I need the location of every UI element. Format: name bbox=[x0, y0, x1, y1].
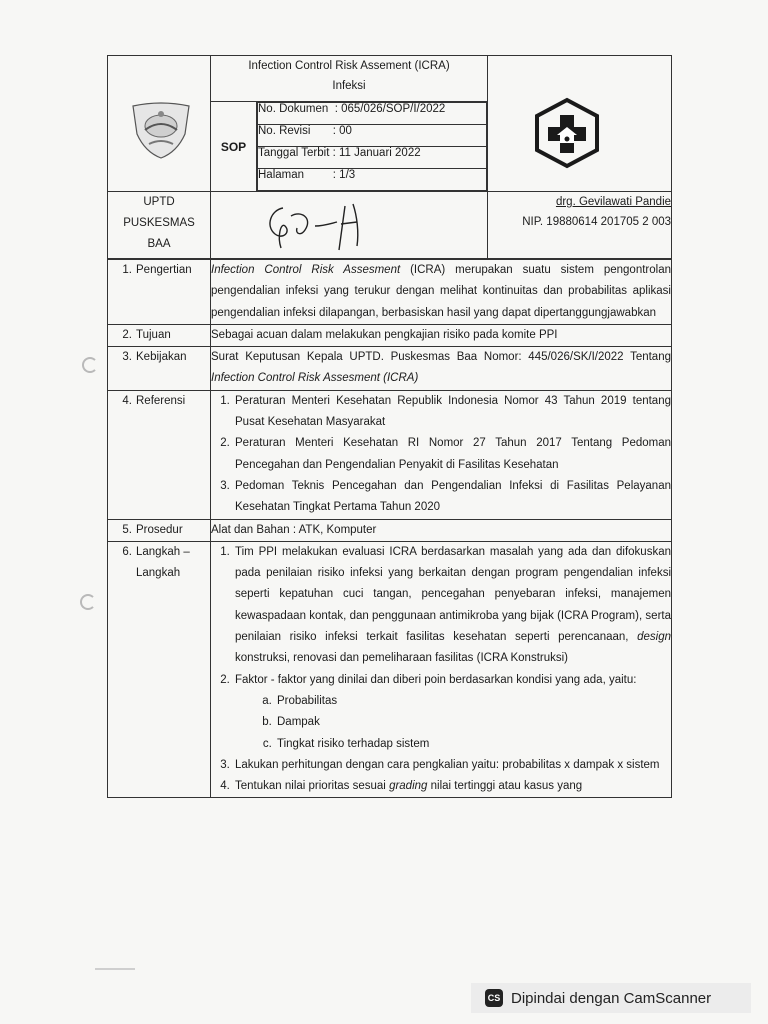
label-tujuan: Tujuan bbox=[136, 328, 171, 341]
row-pengertian: 1. Pengertian Infection Control Risk Assesment (ICRA) merupakan suatu sistem pengontrolan pengendalian infeksi yang terukur dengan melihat kontinuitas dan probabilitas aplikasi pengendalian infeksi dilapangan, berbasiskan hasil yang dapat dipertanggungjawabkan bbox=[108, 260, 672, 325]
sop-content-table bbox=[107, 259, 672, 798]
signature-cell bbox=[211, 192, 488, 259]
row-prosedur: 5. Prosedur Alat dan Bahan : ATK, Komputer bbox=[108, 519, 672, 541]
label-pengertian: Pengertian bbox=[136, 264, 192, 276]
row-referensi: 4. Referensi 1. Peraturan Menteri Kesehatan Republik Indonesia Nomor 43 Tahun 2019 tentang Pusat Kesehatan Masyarakat 2. Peraturan Menteri Kesehatan RI Nomor 27 Tahun 2017 Tentang Pedoman Pencegahan dan Pengendalian Penyakit di Fasilitas Kesehatan 3. Pedoman Teknis Pencegahan dan Pengendalian Infeksi di Fasilitas Pelayanan Kesehatan Tingkat Pertama Tahun 2020 bbox=[108, 390, 672, 519]
doc-number: No. Dokumen : 065/026/SOP/I/2022 bbox=[258, 103, 487, 125]
kebijakan-text: Surat Keputusan Kepala UPTD. Puskesmas Baa Nomor: 445/026/SK/I/2022 Tentang bbox=[211, 351, 671, 364]
signatory bbox=[488, 192, 672, 259]
title-line-1: Infection Control Risk Assement (ICRA) bbox=[248, 60, 450, 72]
reference-item: 1. Peraturan Menteri Kesehatan Republik Indonesia Nomor 43 Tahun 2019 tentang Pusat Kesehatan Masyarakat bbox=[233, 391, 671, 434]
paper-edge bbox=[95, 968, 135, 970]
revision-number: No. Revisi : 00 bbox=[258, 125, 487, 147]
tujuan-text: Sebagai acuan dalam melakukan pengkajian risiko pada komite PPI bbox=[211, 324, 672, 346]
punch-hole bbox=[80, 594, 96, 610]
label-referensi: Referensi bbox=[136, 394, 186, 407]
regency-emblem-icon bbox=[125, 100, 197, 162]
steps-list bbox=[211, 542, 671, 798]
reference-item: 3. Pedoman Teknis Pencegahan dan Pengendalian Infeksi di Fasilitas Pelayanan Kesehatan Tingkat Pertama Tahun 2020 bbox=[233, 476, 671, 519]
issue-date: Tanggal Terbit : 11 Januari 2022 bbox=[258, 147, 487, 169]
step-item: 3. Lakukan perhitungan dengan cara pengkalian yaitu: probabilitas x dampak x sistem bbox=[233, 755, 671, 776]
camscanner-watermark bbox=[471, 983, 751, 1013]
organization: UPTD PUSKESMAS BAA bbox=[108, 192, 211, 259]
pengertian-text: (ICRA) merupakan suatu sistem pengontrolan pengendalian infeksi yang terukur dengan melihat kontinuitas dan probabilitas aplikasi pengendalian infeksi dilapangan, berbasiskan hasil yang dapat dipertanggungjawabkan bbox=[211, 264, 671, 319]
camscanner-icon: CS bbox=[485, 989, 503, 1007]
title-line-2: Infeksi bbox=[332, 80, 366, 92]
label-langkah-1: Langkah – bbox=[136, 545, 190, 558]
step-item: 2. Faktor - faktor yang dinilai dan diberi poin berdasarkan kondisi yang ada, yaitu: a. Probabilitas b. Dampak c. Tingkat risiko terhadap sistem bbox=[233, 670, 671, 755]
step-item: 1. Tim PPI melakukan evaluasi ICRA berdasarkan masalah yang ada dan difokuskan pada penilaian risiko infeksi yang berkaitan dengan program pengendalian infeksi seperti kepatuhan cuci tangan, pencegahan penyebaran infeksi, manajemen kewaspadaan kontak, dan penggunaan antimikroba yang bijak (ICRA Program), serta penilaian risiko infeksi terkait fasilitas kesehatan seperti perencanaan, design konstruksi, renovasi dan pemeliharaan fasilitas (ICRA Konstruksi) bbox=[233, 542, 671, 670]
row-kebijakan: 3. Kebijakan Surat Keputusan Kepala UPTD. Puskesmas Baa Nomor: 445/026/SK/I/2022 Tentang Infection Control Risk Assesment (ICRA) bbox=[108, 347, 672, 391]
prosedur-text: Alat dan Bahan : ATK, Komputer bbox=[211, 519, 672, 541]
punch-hole bbox=[82, 357, 98, 373]
document-title bbox=[211, 56, 488, 102]
factor-list bbox=[235, 691, 671, 755]
factor-item: c. Tingkat risiko terhadap sistem bbox=[275, 734, 671, 755]
factor-item: b. Dampak bbox=[275, 712, 671, 733]
sop-label: SOP bbox=[211, 102, 257, 192]
label-langkah-2: Langkah bbox=[136, 567, 181, 580]
label-kebijakan: Kebijakan bbox=[136, 351, 187, 364]
page-number: Halaman : 1/3 bbox=[258, 169, 487, 191]
label-prosedur: Prosedur bbox=[136, 523, 183, 536]
reference-list bbox=[211, 391, 671, 519]
reference-item: 2. Peraturan Menteri Kesehatan RI Nomor 27 Tahun 2017 Tentang Pedoman Pencegahan dan Pengendalian Penyakit di Fasilitas Kesehatan bbox=[233, 433, 671, 476]
puskesmas-logo-icon bbox=[531, 97, 603, 169]
row-langkah: 6. Langkah – Langkah 1. Tim PPI melakukan evaluasi ICRA berdasarkan masalah yang ada dan difokuskan pada penilaian risiko infeksi yang berkaitan dengan program pengendalian infeksi seperti kepatuhan cuci tangan, pencegahan penyebaran infeksi, manajemen kewaspadaan kontak, dan penggunaan antimikroba yang bijak (ICRA Program), serta penilaian risiko infeksi terkait fasilitas kesehatan seperti perencanaan, design konstruksi, renovasi dan pemeliharaan fasilitas (ICRA Konstruksi) 2. Faktor - faktor yang dinilai dan diberi poin berdasarkan kondisi yang ada, yaitu: a. Probabilitas b. Dampak c. Tingkat risiko terhadap sistem 3. Lakukan perhitungan dengan cara pengkalian yaitu: probabilitas x dampak x sistem 4. Tentukan nilai prioritas sesuai grading nilai tertinggi atau kasus yang bbox=[108, 541, 672, 798]
document-meta bbox=[257, 102, 487, 191]
step-item: 4. Tentukan nilai prioritas sesuai grading nilai tertinggi atau kasus yang bbox=[233, 776, 671, 797]
row-tujuan: 2. Tujuan Sebagai acuan dalam melakukan pengkajian risiko pada komite PPI bbox=[108, 324, 672, 346]
head-nip: NIP. 19880614 201705 2 003 bbox=[522, 216, 672, 228]
head-name: drg. Gevilawati Pandie bbox=[555, 196, 672, 208]
signature-drawing bbox=[261, 196, 401, 256]
factor-item: a. Probabilitas bbox=[275, 691, 671, 712]
camscanner-text: Dipindai dengan CamScanner bbox=[511, 989, 712, 1007]
